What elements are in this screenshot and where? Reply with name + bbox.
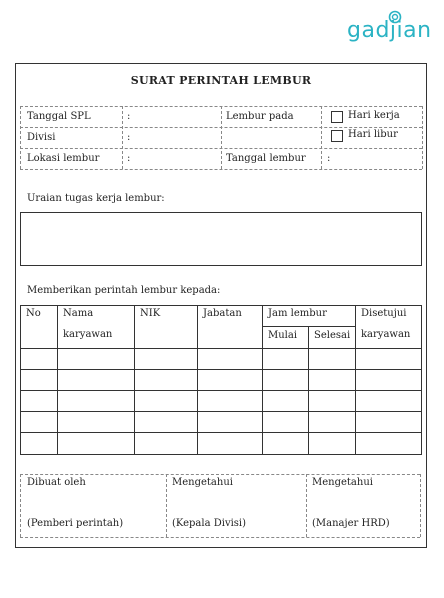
- divider: [20, 474, 21, 537]
- divider: [20, 474, 420, 475]
- colon: :: [127, 153, 131, 164]
- divider: [20, 106, 21, 169]
- logo-swirl-icon: [388, 10, 402, 24]
- col-header-nama-2: karyawan: [63, 329, 113, 340]
- col-header-jam-lembur: Jam lembur: [268, 308, 327, 319]
- overtime-form: [15, 63, 427, 548]
- col-header-mulai: Mulai: [268, 330, 298, 341]
- sig-dibuat-oleh: Dibuat oleh: [27, 477, 86, 488]
- brand-name: gadjian: [347, 18, 432, 43]
- colon: :: [327, 153, 331, 164]
- divider: [422, 106, 423, 169]
- divider: [20, 169, 422, 170]
- divider: [306, 474, 307, 537]
- divider: [221, 106, 222, 169]
- uraian-textarea[interactable]: [20, 212, 422, 266]
- table-row-line: [20, 348, 421, 349]
- col-header-disetujui-2: karyawan: [361, 329, 411, 340]
- checkbox-hari-kerja[interactable]: [331, 111, 343, 123]
- form-title: SURAT PERINTAH LEMBUR: [130, 74, 312, 87]
- colon: :: [127, 111, 131, 122]
- checkbox-hari-libur[interactable]: [331, 130, 343, 142]
- divider: [20, 537, 420, 538]
- col-header-nik: NIK: [140, 308, 161, 319]
- table-row-line: [20, 390, 421, 391]
- sig-mengetahui-kepala: Mengetahui: [172, 477, 233, 488]
- table-row-line: [20, 411, 421, 412]
- label-lokasi-lembur: Lokasi lembur: [27, 153, 100, 164]
- brand-logo: [347, 10, 437, 44]
- colon: :: [127, 132, 131, 143]
- col-header-disetujui: Disetujui: [361, 308, 407, 319]
- sig-kepala-divisi: (Kepala Divisi): [172, 518, 247, 529]
- sig-manajer-hrd: (Manajer HRD): [312, 518, 390, 529]
- col-header-nama: Nama: [63, 308, 94, 319]
- divider: [420, 474, 421, 537]
- sig-mengetahui-hrd: Mengetahui: [312, 477, 373, 488]
- label-hari-libur: Hari libur: [348, 129, 398, 140]
- col-header-selesai: Selesai: [314, 330, 351, 341]
- label-tanggal-lembur: Tanggal lembur: [226, 153, 306, 164]
- table-row-line: [20, 369, 421, 370]
- table-row-line: [262, 326, 355, 327]
- table-row-line: [20, 432, 421, 433]
- label-tanggal-spl: Tanggal SPL: [27, 111, 91, 122]
- label-divisi: Divisi: [27, 132, 56, 143]
- label-perintah: Memberikan perintah lembur kepada:: [27, 285, 221, 296]
- col-header-jabatan: Jabatan: [203, 308, 242, 319]
- label-lembur-pada: Lembur pada: [226, 111, 294, 122]
- label-hari-kerja: Hari kerja: [348, 110, 400, 121]
- col-header-no: No: [26, 308, 41, 319]
- divider: [166, 474, 167, 537]
- divider: [321, 106, 322, 169]
- divider: [122, 106, 123, 169]
- sig-pemberi-perintah: (Pemberi perintah): [27, 518, 124, 529]
- label-uraian: Uraian tugas kerja lembur:: [27, 193, 165, 204]
